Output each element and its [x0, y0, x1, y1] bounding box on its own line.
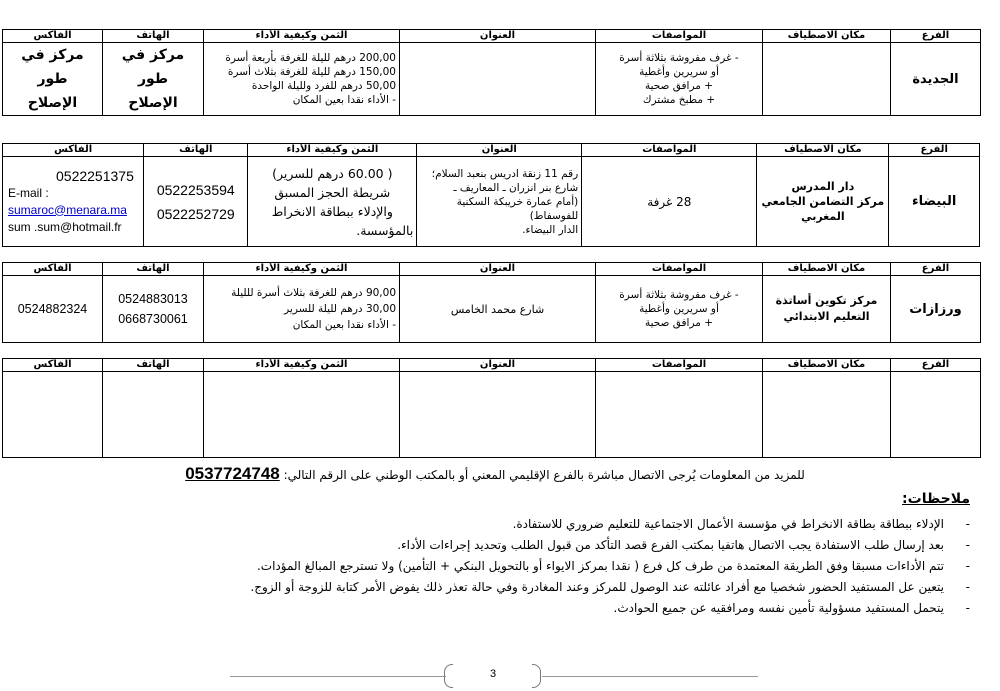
- table-ouarzazate: [2, 262, 981, 343]
- fax-cell: 0522251375 E-mail : sumaroc@menara.ma sum .sum@hotmail.fr: [3, 157, 144, 247]
- phone-cell: مركز في طور الإصلاح: [103, 43, 204, 116]
- table-row: [3, 43, 981, 116]
- empty-cell: [891, 372, 981, 458]
- fax-cell: مركز في طور الإصلاح: [3, 43, 103, 116]
- header-address: العنوان: [400, 30, 596, 43]
- empty-cell: [763, 372, 891, 458]
- header-specs: المواصفات: [596, 30, 763, 43]
- table-empty: [2, 358, 981, 458]
- specs-cell: 28 غرفة: [582, 157, 757, 247]
- table-header-row: [3, 359, 981, 372]
- empty-cell: [103, 372, 204, 458]
- specs-cell: - غرف مفروشة بثلاثة أسرة أو سريرين وأغطية + مرافق صحية: [596, 276, 763, 343]
- header-price: الثمن وكيفية الأداء: [204, 30, 400, 43]
- header-specs: المواصفات: [596, 359, 763, 372]
- footer-divider-right: [542, 676, 758, 677]
- header-phone: الهاتف: [144, 144, 248, 157]
- note-item: - بعد إرسال طلب الاستفادة يجب الاتصال هاتفيا بمكتب الفرع قصد التأكد من قبول الطلب وتحديد إجراءات الأداء.: [112, 535, 972, 556]
- header-specs: المواصفات: [582, 144, 757, 157]
- table-jadida: [2, 29, 981, 116]
- note-item: - يتعين عل المستفيد الحضور شخصيا مع أفراد عائلته عند الوصول للمركز وعند المغادرة وفي حالة تعذر ذلك يفوض الأمر كتابة للزوجة أو الزوج.: [112, 577, 972, 598]
- header-price: الثمن وكيفية الأداء: [204, 263, 400, 276]
- header-branch: الفرع: [891, 263, 981, 276]
- header-specs: المواصفات: [596, 263, 763, 276]
- price-cell: ( 60.00 درهم للسرير) شريطة الحجز المسبق والإدلاء ببطاقة الانخراط بالمؤسسة.: [248, 157, 417, 247]
- branch-cell: البيضاء: [889, 157, 980, 247]
- phone-cell: 0524883013 0668730061: [103, 276, 204, 343]
- header-phone: الهاتف: [103, 30, 204, 43]
- note-item: - الإدلاء ببطاقة بطاقة الانخراط في مؤسسة الأعمال الاجتماعية للتعليم ضروري للاستفادة.: [112, 514, 972, 535]
- table-header-row: [3, 30, 981, 43]
- footer-divider-left: [230, 676, 446, 677]
- header-fax: الفاكس: [3, 263, 103, 276]
- table-header-row: [3, 144, 980, 157]
- note-item: - تتم الأداءات مسبقا وفق الطريقة المعتمدة من طرف كل فرع ( نقدا بمركز الايواء أو بالتحويل البنكي + التأمين) ولا تسترجع المبالغ المؤدات.: [112, 556, 972, 577]
- header-price: الثمن وكيفية الأداء: [204, 359, 400, 372]
- table-row: [3, 372, 981, 458]
- empty-cell: [596, 372, 763, 458]
- header-fax: الفاكس: [3, 30, 103, 43]
- fax-cell: 0524882324: [3, 276, 103, 343]
- footer-brace-right: [532, 664, 541, 688]
- header-branch: الفرع: [891, 30, 981, 43]
- notes-list: [112, 514, 972, 619]
- location-cell: [763, 43, 891, 116]
- header-branch: الفرع: [891, 359, 981, 372]
- price-cell: 200,00 درهم لليلة للغرفة بأربعة أسرة 150,00 درهم لليلة للغرفة بثلاث أسرة 50,00 درهم للفرد ولليلة الواحدة - الأداء نقدا بعين المكان: [204, 43, 400, 116]
- header-price: الثمن وكيفية الأداء: [248, 144, 417, 157]
- email-link[interactable]: sumaroc@menara.ma: [8, 202, 127, 217]
- empty-cell: [3, 372, 103, 458]
- header-location: مكان الاصطياف: [763, 263, 891, 276]
- email-text: sum .sum@hotmail.fr: [8, 219, 122, 234]
- branch-cell: ورزازات: [891, 276, 981, 343]
- table-row: [3, 276, 981, 343]
- note-item: - يتحمل المستفيد مسؤولية تأمين نفسه ومرافقيه عن جميع الحوادث.: [112, 598, 972, 619]
- header-location: مكان الاصطياف: [763, 359, 891, 372]
- info-phone: 0537724748: [185, 464, 280, 483]
- header-address: العنوان: [400, 263, 596, 276]
- header-location: مكان الاصطياف: [763, 30, 891, 43]
- branch-cell: الجديدة: [891, 43, 981, 116]
- header-fax: الفاكس: [3, 359, 103, 372]
- header-phone: الهاتف: [103, 263, 204, 276]
- table-casablanca: [2, 143, 980, 247]
- price-cell: 90,00 درهم للغرفة بثلاث أسرة للليلة 30,00 درهم لليلة للسرير - الأداء نقدا بعين المكان: [204, 276, 400, 343]
- info-text: للمزيد من المعلومات يُرجى الاتصال مباشرة بالفرع الإقليمي المعني أو بالمكتب الوطني على الرقم التالي:: [283, 468, 805, 482]
- header-address: العنوان: [417, 144, 582, 157]
- empty-cell: [204, 372, 400, 458]
- header-branch: الفرع: [889, 144, 980, 157]
- table-header-row: [3, 263, 981, 276]
- phone-cell: 0522253594 0522252729: [144, 157, 248, 247]
- location-cell: مركز تكوين أساتذة التعليم الابتدائي: [763, 276, 891, 343]
- page-number: 3: [489, 668, 497, 680]
- notes-title: ملاحظات:: [902, 491, 970, 507]
- empty-cell: [400, 372, 596, 458]
- header-fax: الفاكس: [3, 144, 144, 157]
- header-phone: الهاتف: [103, 359, 204, 372]
- header-location: مكان الاصطياف: [757, 144, 889, 157]
- address-cell: [400, 43, 596, 116]
- address-cell: رقم 11 زنقة ادريس بنعبد السلام؛ شارع بنر انزران ـ المعاريف ـ (أمام عمارة خريبكة السكنية للفوسفاط) الدار البيضاء.: [417, 157, 582, 247]
- footer-brace-left: [444, 664, 453, 688]
- address-cell: شارع محمد الخامس: [400, 276, 596, 343]
- table-row: [3, 157, 980, 247]
- specs-cell: - غرف مفروشة بثلاثة أسرة أو سريرين وأغطية + مرافق صحية + مطبخ مشترك: [596, 43, 763, 116]
- info-line: [150, 464, 840, 484]
- location-cell: دار المدرس مركز التضامن الجامعي المغربي: [757, 157, 889, 247]
- header-address: العنوان: [400, 359, 596, 372]
